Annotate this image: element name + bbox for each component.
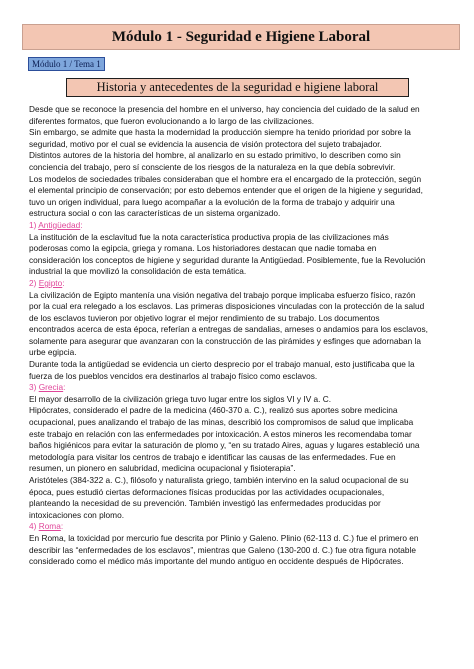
paragraph-line: resumen, un pionero en salubridad, medicina ocupacional y fisioterapia”. xyxy=(29,463,296,474)
paragraph-line: La civilización de Egipto mantenía una visión negativa del trabajo porque implicaba esfuerzo físico, razón xyxy=(29,289,416,300)
breadcrumb: Módulo 1 / Tema 1 xyxy=(28,57,105,71)
paragraph-line: considerado como el médico más importante del mundo antiguo en occidente después de Hipócrates. xyxy=(29,556,404,567)
paragraph-line: Durante toda la antigüedad se evidencia un cierto desprecio por el trabajo manual, esto justificaba que la xyxy=(29,359,415,370)
subsection-heading xyxy=(29,521,449,533)
subsection-title: Roma xyxy=(38,521,61,532)
paragraph-line: conciencia del trabajo, pero sí consciente de los riesgos de la naturaleza en la que debía sobrevivir. xyxy=(29,161,396,172)
paragraph-line: Distintos autores de la historia del hombre, al analizarlo en su estado primitivo, lo describen como sin xyxy=(29,150,401,161)
subsection-heading xyxy=(29,382,449,394)
subsection-colon: : xyxy=(62,277,65,288)
paragraph-line: el elemental principio de conservación; por esto debemos entender que el origen de la higiene y seguridad, xyxy=(29,185,423,196)
subsection-colon: : xyxy=(80,219,83,230)
paragraph-line: tuvo un origen individual, para luego acompañar a la evolución de la forma de trabajo y adquirir una xyxy=(29,196,395,207)
paragraph-line: El mayor desarrollo de la civilización griega tuvo lugar entre los siglos VI y IV a. C. xyxy=(29,393,332,404)
paragraph-line: encontrados acerca de esta época, referían a entregas de sandalias, arneses o andamios para los esclavos, xyxy=(29,324,428,335)
paragraph-line: de los esclavos tuvieron por objetivo lograr el mejor rendimiento de su trabajo. Los documentos xyxy=(29,312,380,323)
paragraph-line: Desde que se reconoce la presencia del hombre en el universo, hay conciencia del cuidado de la salud en xyxy=(29,104,420,114)
paragraph-line: Sin embargo, se admite que hasta la modernidad la producción siempre ha tenido prioridad por sobre la xyxy=(29,127,411,138)
paragraph-line: urbe egipcia. xyxy=(29,347,77,358)
subsection-heading xyxy=(29,278,449,290)
subsection-number: 4) xyxy=(29,521,37,532)
paragraph-line: Hipócrates, considerado el padre de la medicina (460-370 a. C.), realizó sus aportes sobre medicina xyxy=(29,405,398,416)
paragraph-line: industrial la que movilizó la consolidación de esta temática. xyxy=(29,266,247,277)
paragraph-line: Aristóteles (384-322 a. C.), filósofo y naturalista griego, también intervino en la salud ocupacional de su xyxy=(29,475,409,485)
subsection-number: 3) xyxy=(29,382,37,393)
paragraph-line: ocupacional, pues analizando el trabajo de las minas, describió los compromisos de salud que implicaba xyxy=(29,417,414,428)
paragraph-line: planteando la necesidad de su prevención. También investigó las enfermedades producidas por xyxy=(29,498,381,509)
subsection-colon: : xyxy=(60,521,64,532)
paragraph-line: estructura social o con las características de un sistema organizado. xyxy=(29,208,281,219)
paragraph-line: consideración los conceptos de higiene y seguridad durante la Antigüedad. Posiblemente, fue la Revolución xyxy=(29,254,426,265)
paragraph-line: época, pues estudió ciertas deformaciones físicas producidas por las actividades ocupacionales, xyxy=(29,486,385,497)
paragraph-line: intoxicaciones con plomo. xyxy=(29,509,125,520)
paragraph-line: este trabajo en relación con las enfermedades por intoxicación. A estos mineros les recomendaba tomar xyxy=(29,428,412,439)
paragraph-line: solamente para asegurar que avanzaran con la construcción de las pirámides y esfinges que adornaban la xyxy=(29,335,422,346)
paragraph-line: En Roma, la toxicidad por mercurio fue descrita por Plinio y Galeno. Plinio (62-113 d. C.) fue el primero en xyxy=(29,532,419,543)
document-body xyxy=(29,104,449,568)
document-title: Módulo 1 - Seguridad e Higiene Laboral xyxy=(111,28,371,45)
paragraph-line: baños higiénicos para evitar la saturación de plomo y, “en su tratado Aires, aguas y lugares estableció una xyxy=(29,440,420,451)
paragraph-line: seguridad, motivo por el cual se evidencia la ausencia de visión protectora del sujeto trabajador. xyxy=(29,138,382,149)
paragraph-line: poderosas como la egipcia, griega y romana. Los historiadores destacan que nadie tomaba en xyxy=(29,243,377,254)
section-heading-box xyxy=(66,78,409,97)
subsection-heading xyxy=(29,220,449,232)
paragraph-line: por la cual era relegado a los esclavos. Las primeras disposiciones vinculadas con la protección de la salud xyxy=(29,301,425,312)
paragraph-line: describir las “enfermedades de los esclavos”, mientras que Galeno (130-200 d. C.) fue otra figura notable xyxy=(29,544,416,555)
subsection-colon: : xyxy=(63,382,66,393)
paragraph-line: Los modelos de sociedades tribales consideraban que el hombre era el encargado de la protección, según xyxy=(29,173,422,184)
paragraph-line: diferentes formatos, que fueron evolucionando a lo largo de las civilizaciones. xyxy=(29,115,315,126)
subsection-number: 2) xyxy=(29,277,37,288)
subsection-title: Egipto xyxy=(38,277,63,288)
title-band xyxy=(22,24,460,50)
subsection-title: Grecia xyxy=(38,382,64,393)
paragraph-line: fuerza de los pueblos vencidos era destinarlos al trabajo físico como esclavos. xyxy=(29,370,318,381)
section-heading: Historia y antecedentes de la seguridad e higiene laboral xyxy=(96,80,379,94)
subsection-title: Antigüedad xyxy=(38,219,81,230)
paragraph-line: metodología para visitar los centros de trabajo e identificar las causas de las enfermedades. Fue en xyxy=(29,451,396,462)
subsection-number: 1) xyxy=(29,219,37,230)
paragraph-line: La institución de la esclavitud fue la nota característica productiva propia de las civilizaciones más xyxy=(29,231,389,242)
